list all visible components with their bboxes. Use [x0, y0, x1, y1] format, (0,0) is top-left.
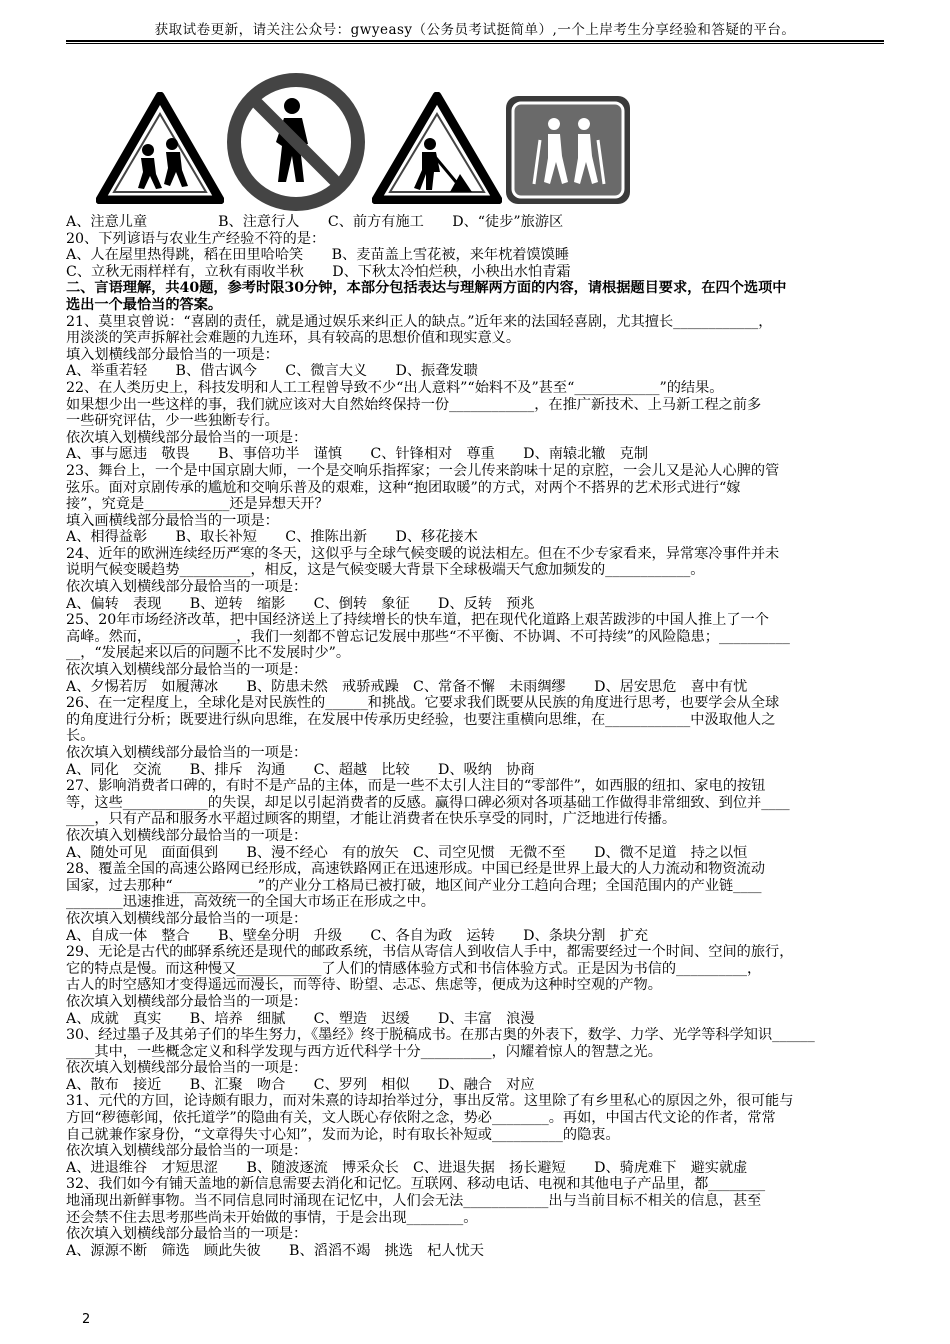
- text-line: 依次填入划横线部分最恰当的一项是：: [66, 662, 308, 679]
- text-line: 选出一个最恰当的答案。: [66, 296, 223, 313]
- text-line: 填入划横线部分最恰当的一项是：: [66, 346, 279, 363]
- text-line: __，“发展起来以后的问题不比不发展时少”。: [66, 645, 351, 662]
- text-line: 一些研究评估，少一些独断专行。: [66, 413, 279, 430]
- text-line: A、事与愿违 敬畏 B、事倍功半 谨慎 C、针锋相对 尊重 D、南辕北辙 克制: [66, 446, 649, 463]
- text-line: 国家，过去那种“____________”的产业分工格局已被打破，地区间产业分工趋向合理；全国范围内的产业链____: [66, 877, 762, 894]
- no-pedestrian-icon: [226, 72, 366, 212]
- text-line: 还会禁不住去思考那些尚未开始做的事情，于是会出现________。: [66, 1209, 478, 1226]
- text-line: 25、20年市场经济改革，把中国经济送上了持续增长的快车道，把在现代化道路上艰苦跋涉的中国人推上了一个: [66, 612, 769, 629]
- text-line: 20、下列谚语与农业生产经验不符的是：: [66, 230, 326, 247]
- text-line: 31、元代的方回，论诗颇有眼力，而对朱熹的诗却抬举过分，事出反常。这里除了有乡里私心的原因之外，很可能与: [66, 1093, 794, 1110]
- traffic-signs: [96, 72, 636, 222]
- text-line: A、注意儿童 B、注意行人 C、前方有施工 D、“徒步”旅游区: [66, 214, 564, 230]
- text-line: 依次填入划横线部分最恰当的一项是：: [66, 1226, 308, 1243]
- text-line: 的角度进行分析；既要进行纵向思维，在发展中传承历史经验，也要注重横向思维，在____________中汲取他人之: [66, 711, 776, 728]
- text-line: A、相得益彰 B、取长补短 C、推陈出新 D、移花接木: [66, 529, 478, 546]
- text-line: 地涌现出新鲜事物。当不同信息同时涌现在记忆中，人们会无法____________出与当前目标不相关的信息，甚至: [66, 1193, 762, 1210]
- exam-content: [66, 214, 886, 1259]
- text-line: 32、我们如今有铺天盖地的新信息需要去消化和记忆。互联网、移动电话、电视和其他电子产品里，都________: [66, 1176, 766, 1193]
- text-line: 28、覆盖全国的高速公路网已经形成，高速铁路网正在迅速形成。中国已经是世界上最大的人力流动和物资流动: [66, 861, 766, 878]
- text-line: A、进退维谷 才短思涩 B、随波逐流 博采众长 C、进退失据 扬长避短 D、骑虎难下 避实就虚: [66, 1159, 748, 1176]
- text-line: 21、莫里哀曾说：“喜剧的责任，就是通过娱乐来纠正人的缺点。”近年来的法国轻喜剧，尤其擅长____________，: [66, 313, 773, 330]
- text-line: A、成就 真实 B、培养 细腻 C、塑造 迟缓 D、丰富 浪漫: [66, 1010, 535, 1027]
- text-line: C、立秋无雨样样有，立秋有雨收半秋 D、下秋太冷怕烂秧，小秧出水怕青霜: [66, 263, 571, 280]
- page-header: 获取试卷更新，请关注公众号：gwyeasy（公务员考试挺简单）,一个上岸考生分享经验和答疑的平台。: [154, 22, 796, 38]
- text-line: 接”，究竟是____________还是异想天开？: [66, 496, 329, 513]
- text-line: 二、言语理解，共40题，参考时限30分钟，本部分包括表达与理解两方面的内容，请根据题目要求，在四个选项中: [66, 280, 787, 297]
- header-rule-thin: [66, 43, 884, 44]
- text-line: 依次填入划横线部分最恰当的一项是：: [66, 1143, 308, 1160]
- text-line: 如果想少出一些这样的事，我们就应该对大自然始终保持一份____________，在推广新技术、上马新工程之前多: [66, 396, 762, 413]
- header-rule: [66, 40, 884, 42]
- text-line: 填入画横线部分最恰当的一项是：: [66, 512, 279, 529]
- text-line: 依次填入划横线部分最恰当的一项是：: [66, 910, 308, 927]
- text-line: 26、在一定程度上，全球化是对民族性的______和挑战。它要求我们既要从民族的角度进行思考，也要学会从全球: [66, 695, 780, 712]
- text-line: A、偏转 表现 B、逆转 缩影 C、倒转 象征 D、反转 预兆: [66, 595, 535, 612]
- text-line: 27、影响消费者口碑的，有时不是产品的主体，而是一些不太引人注目的“零部件”，如西服的纽扣、家电的按钮: [66, 778, 766, 795]
- text-line: A、散布 接近 B、汇聚 吻合 C、罗列 相似 D、融合 对应: [66, 1076, 535, 1093]
- text-line: 说明气候变暖趋势__________，相反，这是气候变暖大背景下全球极端天气愈加频发的____________。: [66, 562, 705, 579]
- text-line: ________迅速推进，高效统一的全国大市场正在形成之中。: [66, 894, 435, 911]
- text-line: 长。: [66, 728, 95, 745]
- text-line: 依次填入划横线部分最恰当的一项是：: [66, 579, 308, 596]
- page-number: 2: [82, 1312, 91, 1327]
- text-line: A、同化 交流 B、排斥 沟通 C、超越 比较 D、吸纳 协商: [66, 761, 535, 778]
- text-line: 30、经过墨子及其弟子们的毕生努力，《墨经》终于脱稿成书。在那古奥的外表下，数学、力学、光学等科学知识______: [66, 1027, 815, 1044]
- text-line: 方回“秽德彰闻，依托道学”的隐曲有关，文人既心存依附之念，势必________。再如，中国古代文论的作者，常常: [66, 1110, 776, 1127]
- text-line: A、举重若轻 B、借古讽今 C、微言大义 D、振聋发聩: [66, 363, 478, 380]
- text-line: ____，只有产品和服务水平超过顾客的期望，才能让消费者在快乐享受的同时，广泛地进行传播。: [66, 811, 677, 828]
- text-line: 高峰。然而，____________，我们一刻都不曾忘记发展中那些“不平衡、不协调、不可持续”的风险隐患；__________: [66, 628, 790, 645]
- text-line: 24、近年的欧洲连续经历严寒的冬天，这似乎与全球气候变暖的说法相左。但在不少专家看来，异常寒冷事件并未: [66, 545, 780, 562]
- text-line: 23、舞台上，一个是中国京剧大师，一个是交响乐指挥家；一会儿传来韵味十足的京腔，一会儿又是沁人心脾的管: [66, 462, 780, 479]
- text-line: 依次填入划横线部分最恰当的一项是：: [66, 1060, 308, 1077]
- text-line: 古人的时空感知才变得遥远而漫长，而等待、盼望、忐忑、焦虑等，便成为这种时空观的产物。: [66, 977, 662, 994]
- text-line: A、夕惕若厉 如履薄冰 B、防患未然 戒骄戒躁 C、常备不懈 未雨绸缪 D、居安思危 喜中有忧: [66, 678, 748, 695]
- text-line: 依次填入划横线部分最恰当的一项是：: [66, 827, 308, 844]
- text-line: 自己就兼作家身份，“文章得失寸心知”，发而为论，时有取长补短或__________的隐衷。: [66, 1126, 620, 1143]
- text-line: 用淡淡的笑声拆解社会难题的九连环，具有较高的思想价值和现实意义。: [66, 330, 521, 347]
- road-work-icon: [372, 92, 502, 204]
- text-line: 等，这些____________的失误，却足以引起消费者的反感。赢得口碑必须对各项基础工作做得非常细致、到位并____: [66, 794, 790, 811]
- text-line: A、自成一体 整合 B、壁垒分明 升级 C、各自为政 运转 D、条块分割 扩充: [66, 927, 649, 944]
- text-line: A、随处可见 面面俱到 B、漫不经心 有的放矢 C、司空见惯 无微不至 D、微不足道 持之以恒: [66, 844, 748, 861]
- hiking-icon: [504, 94, 632, 206]
- text-line: A、源源不断 筛选 顾此失彼 B、滔滔不竭 挑选 杞人忧天: [66, 1242, 484, 1259]
- text-line: 弦乐。面对京剧传承的尴尬和交响乐普及的艰难，这种“抱团取暖”的方式，对两个不搭界的艺术形式进行“嫁: [66, 479, 741, 496]
- children-warning-icon: [96, 92, 224, 204]
- text-line: 29、无论是古代的邮驿系统还是现代的邮政系统，书信从寄信人到收信人手中，都需要经过一个时间、空间的旅行，: [66, 944, 794, 961]
- text-line: 依次填入划横线部分最恰当的一项是：: [66, 745, 308, 761]
- text-line: ____其中，一些概念定义和科学发现与西方近代科学十分__________，闪耀着惊人的智慧之光。: [66, 1043, 662, 1060]
- text-line: 22、在人类历史上，科技发明和人工工程曾导致不少“出人意料”“始料不及”甚至“____________”的结果。: [66, 379, 724, 396]
- text-line: A、人在屋里热得跳，稻在田里哈哈笑 B、麦苗盖上雪花被，来年枕着馍馍睡: [66, 247, 570, 264]
- text-line: 依次填入划横线部分最恰当的一项是：: [66, 429, 308, 446]
- text-line: 它的特点是慢。而这种慢又____________了人们的情感体验方式和书信体验方式。正是因为书信的__________，: [66, 960, 762, 977]
- text-line: 依次填入划横线部分最恰当的一项是：: [66, 993, 308, 1010]
